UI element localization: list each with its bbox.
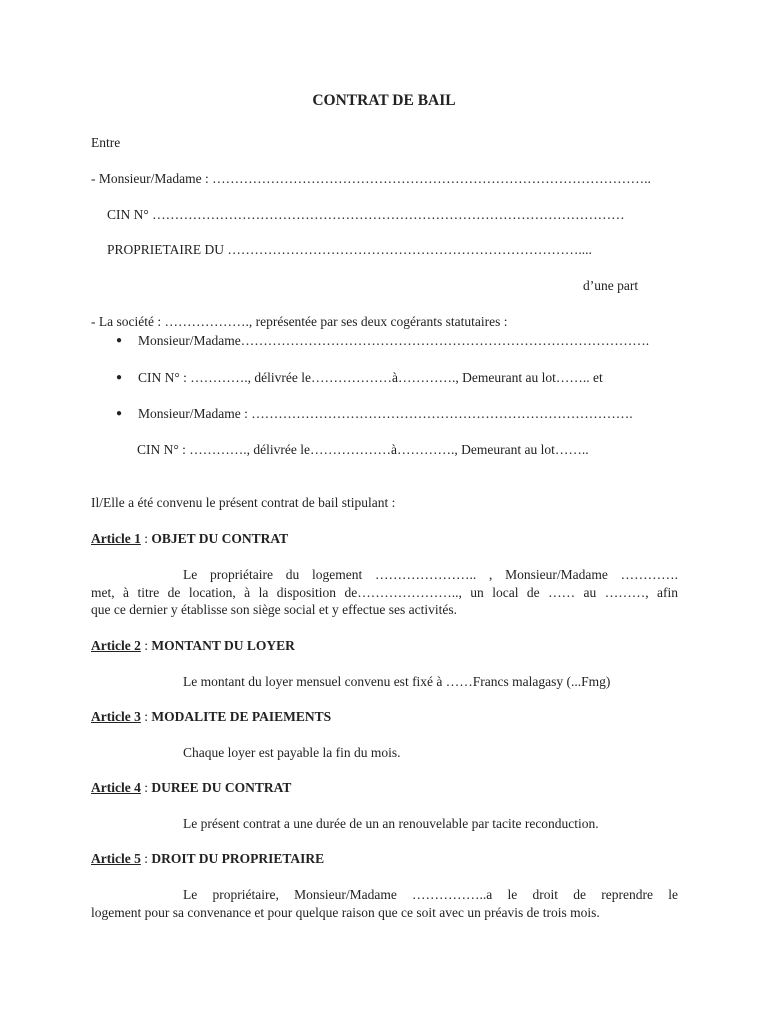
owner-cin-line: CIN N° …………………………………………………………………………………………… [107,207,625,222]
owner-property-line: PROPRIETAIRE DU …………………………………………………………………….... [107,242,592,257]
article-3-sep: : [140,709,152,724]
dune-part-label: d’une part [583,278,639,293]
bullet-icon: ● [116,408,123,419]
document-title: CONTRAT DE BAIL [312,92,456,109]
cogerant-2-cin-line: CIN N° : …………., délivrée le………………à…………., Demeurant au lot…….. [137,442,589,457]
cogerant-1-cin-line: CIN N° : …………., délivrée le………………à…………., Demeurant au lot…….. et [138,370,603,385]
article-1-sep: : [140,531,152,546]
article-1-label: Article 1 [91,531,141,546]
owner-name-line: - Monsieur/Madame : …………………………………………………………………………………….. [91,171,651,186]
article-1-heading [91,530,288,548]
article-3-heading [91,708,331,726]
bullet-icon: ● [116,372,123,383]
cogerant-2-name-line: Monsieur/Madame : …………………………………………………………………………. [138,406,633,421]
article-5-title: DROIT DU PROPRIETAIRE [151,851,325,866]
article-3-title: MODALITE DE PAIEMENTS [151,709,332,724]
societe-line: - La société : ………………., représentée par ses deux cogérants statutaires : [91,314,508,329]
article-2-title: MONTANT DU LOYER [151,638,295,653]
bullet-icon: ● [116,335,123,346]
article-1-text-line-2: met, à titre de location, à la disposition de………………….., un local de …… au ………, afin [91,585,678,600]
article-4-text: Le présent contrat a une durée de un an renouvelable par tacite reconduction. [183,816,599,831]
convenu-line: Il/Elle a été convenu le présent contrat de bail stipulant : [91,495,396,510]
article-4-sep: : [140,780,152,795]
cogerant-1-name-line: Monsieur/Madame………………………………………………………………………………. [138,333,650,348]
article-4-title: DUREE DU CONTRAT [151,780,292,795]
article-5-text-line-2: logement pour sa convenance et pour quelque raison que ce soit avec un préavis de trois mois. [91,905,600,920]
article-1-text-line-3: que ce dernier y établisse son siège social et y effectue ses activités. [91,602,457,617]
article-4-heading [91,779,291,797]
article-5-label: Article 5 [91,851,141,866]
article-5-sep: : [140,851,152,866]
entre-label: Entre [91,135,121,150]
article-2-sep: : [140,638,152,653]
article-1-title: OBJET DU CONTRAT [151,531,289,546]
article-5-text-line-1: Le propriétaire, Monsieur/Madame ……………..a le droit de reprendre le [183,887,678,902]
article-3-text: Chaque loyer est payable la fin du mois. [183,745,401,760]
article-2-heading [91,637,295,655]
article-2-text: Le montant du loyer mensuel convenu est fixé à ……Francs malagasy (...Fmg) [183,674,611,689]
article-3-label: Article 3 [91,709,141,724]
article-5-heading [91,850,324,868]
article-1-text-line-1: Le propriétaire du logement ………………….. , Monsieur/Madame …………. [183,567,678,582]
article-2-label: Article 2 [91,638,141,653]
article-4-label: Article 4 [91,780,141,795]
